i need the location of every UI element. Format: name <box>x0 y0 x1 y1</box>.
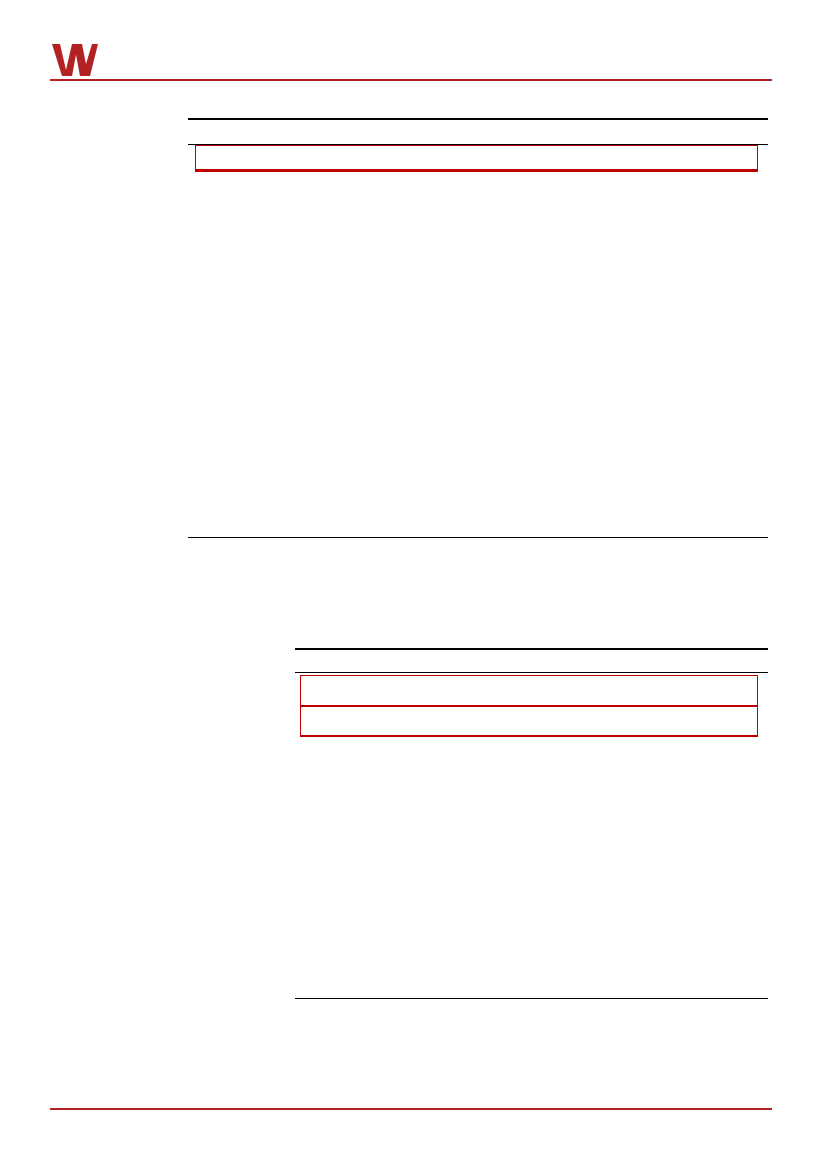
table1-caption <box>188 118 768 145</box>
table2-bottom-rule <box>295 998 768 999</box>
header-divider <box>50 79 772 81</box>
top5-title <box>301 676 757 706</box>
table1-group-level3 <box>196 170 757 171</box>
table1 <box>195 145 758 172</box>
page-header <box>50 40 772 82</box>
table2-caption <box>295 648 768 673</box>
bottom5-title <box>301 706 757 736</box>
table1-bottom-rule <box>188 537 768 538</box>
table2 <box>300 675 758 737</box>
footer-divider <box>50 1108 772 1110</box>
wanlian-logo-icon <box>50 40 100 80</box>
table1-header-row <box>196 146 757 169</box>
